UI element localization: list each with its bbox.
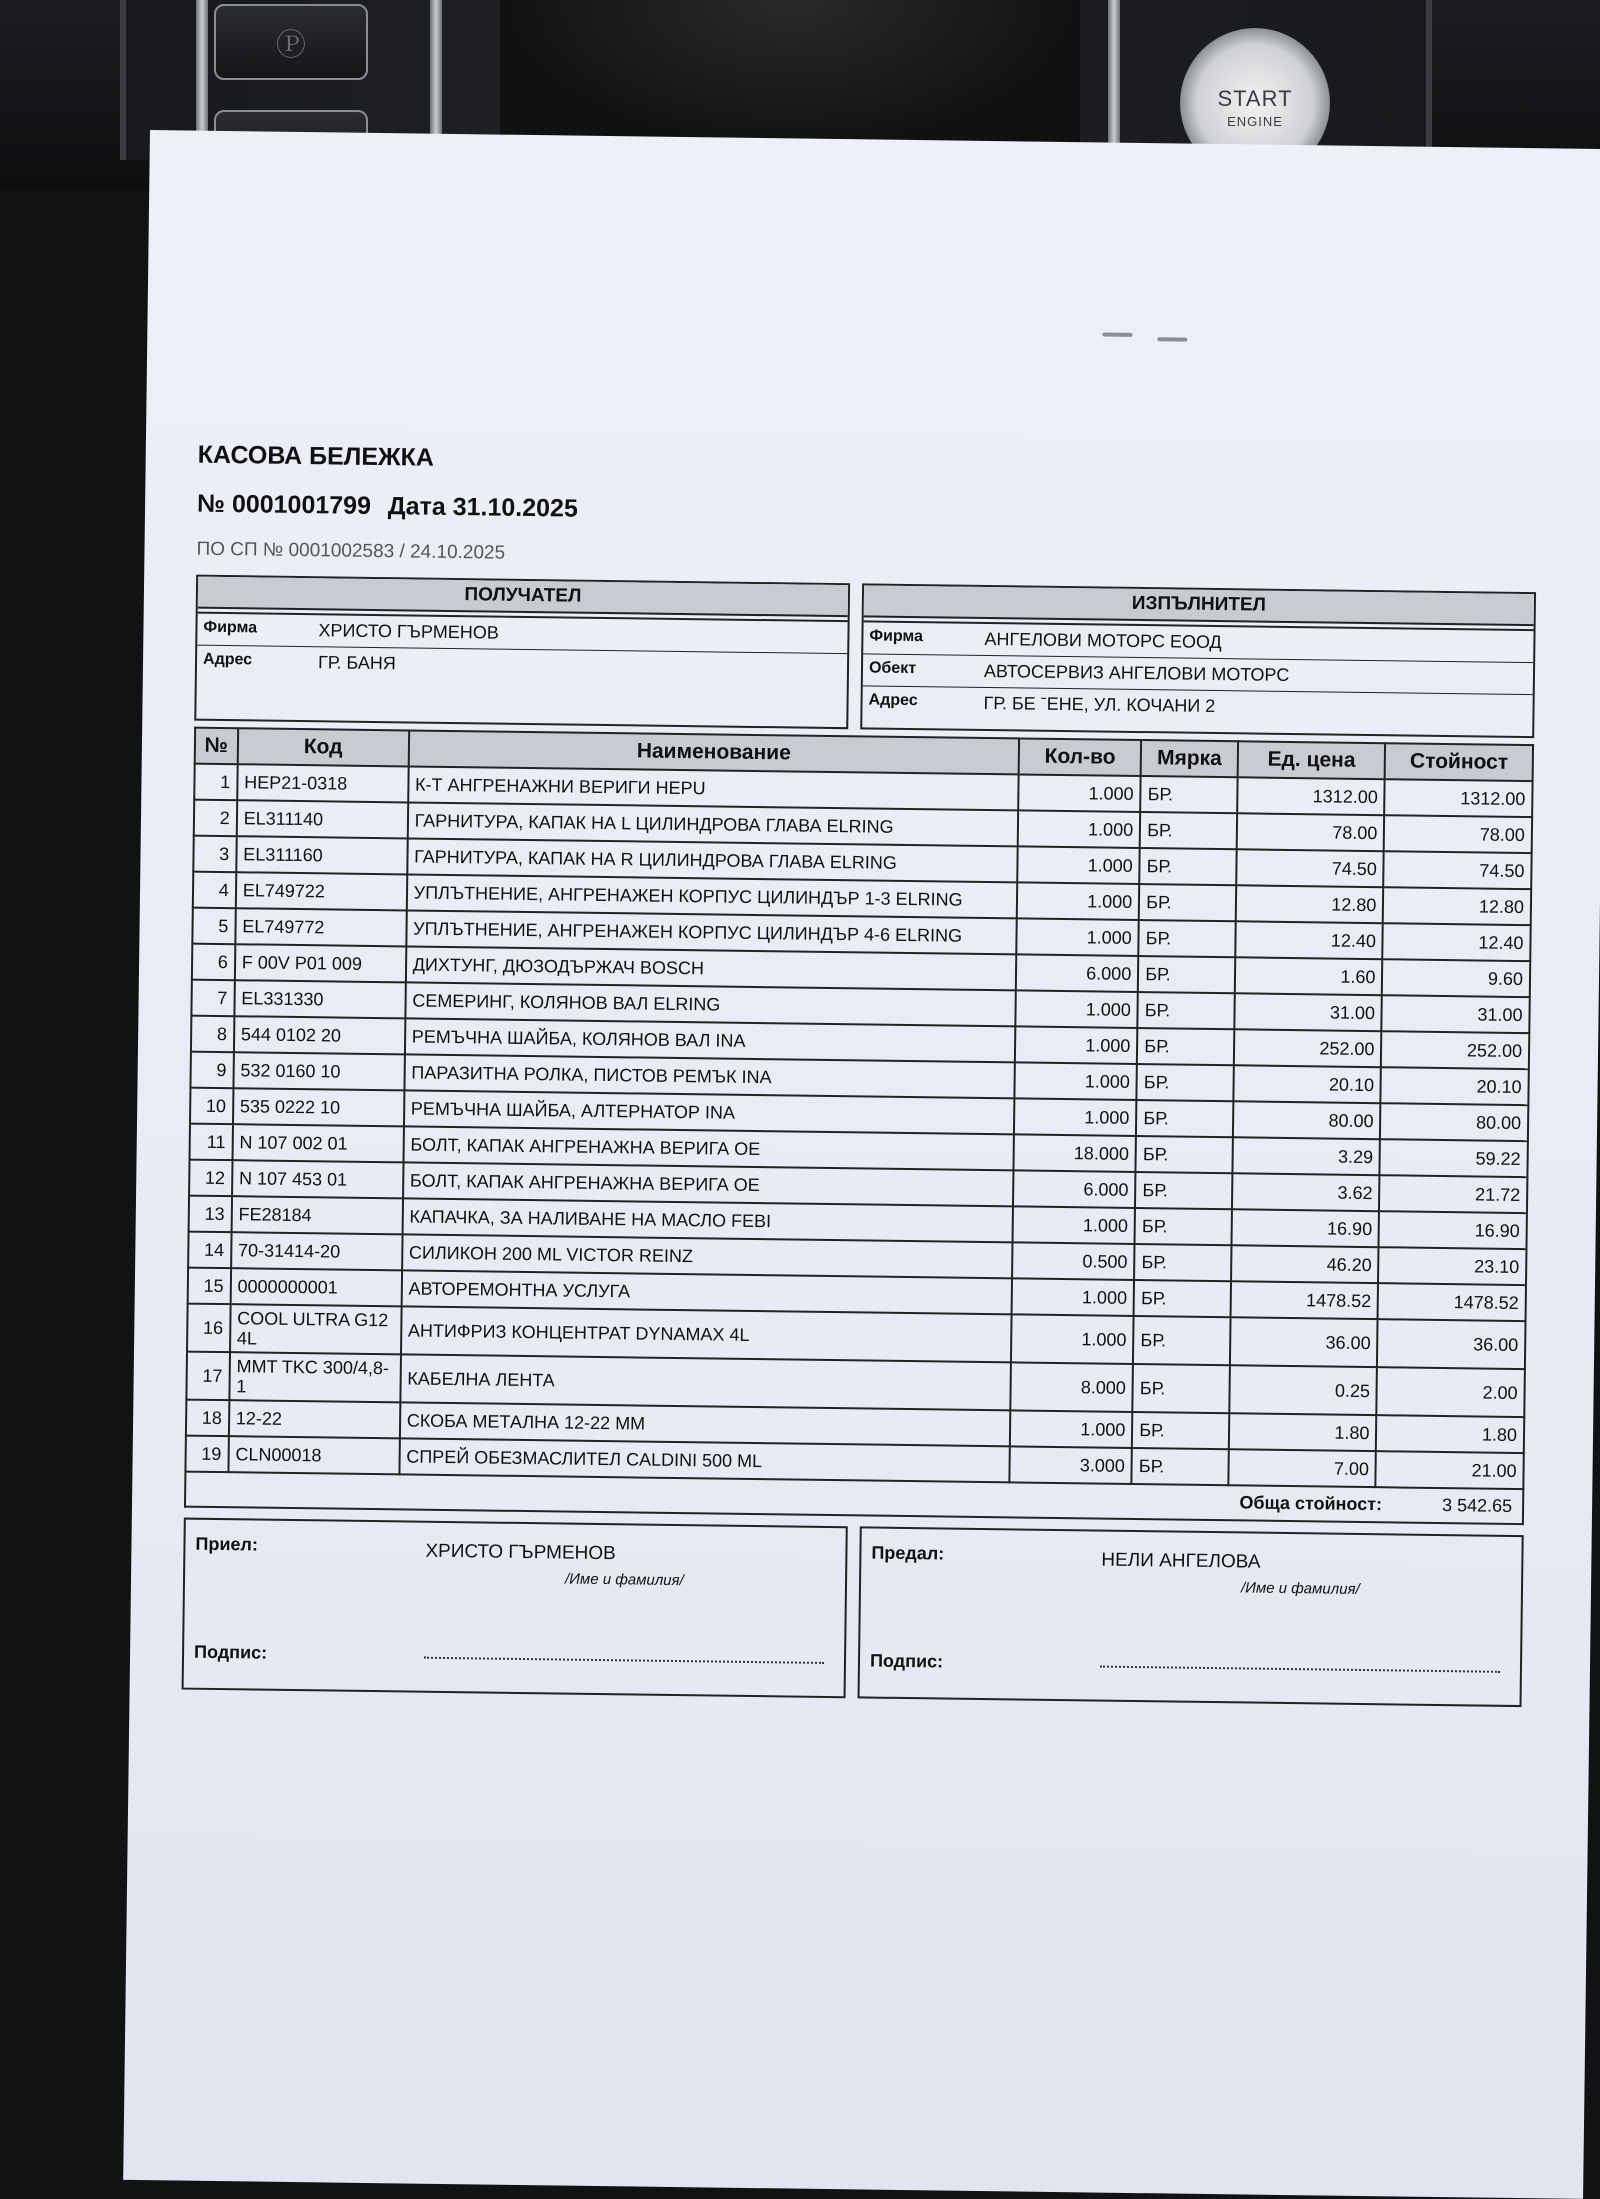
handed-signature-label: Подпис: <box>869 1650 944 1672</box>
item-qty: 1.000 <box>1013 1206 1136 1244</box>
item-price: 16.90 <box>1231 1209 1379 1247</box>
item-price: 7.00 <box>1228 1449 1376 1487</box>
recipient-box <box>194 575 850 730</box>
item-code: 544 0102 20 <box>234 1016 405 1054</box>
item-total: 12.80 <box>1383 887 1531 925</box>
item-no: 7 <box>191 980 234 1017</box>
contractor-address: ГР. БЕ ˉЕНЕ, УЛ. КОЧАНИ 2 <box>983 692 1216 716</box>
item-name: СЕМЕРИНГ, КОЛЯНОВ ВАЛ ELRING <box>405 982 1016 1026</box>
staple-mark <box>1102 332 1132 336</box>
item-total: 80.00 <box>1380 1103 1528 1141</box>
items-table <box>184 727 1534 1490</box>
item-price: 31.00 <box>1234 993 1382 1031</box>
handed-signature-line <box>1100 1662 1500 1673</box>
item-no: 10 <box>190 1088 233 1125</box>
item-qty: 6.000 <box>1016 954 1139 992</box>
items-body <box>185 764 1532 1489</box>
item-total: 21.72 <box>1379 1175 1527 1213</box>
recipient-address: ГР. БАНЯ <box>317 652 396 674</box>
item-name: ПАРАЗИТНА РОЛКА, ПИСТОВ РЕМЪК INA <box>404 1054 1015 1098</box>
staple-mark <box>1157 337 1187 341</box>
item-total: 1312.00 <box>1385 779 1533 817</box>
item-name: АНТИФРИЗ КОНЦЕНТРАТ DYNAMAX 4L <box>401 1306 1012 1362</box>
contractor-firm-label: Фирма <box>869 627 924 646</box>
item-total: 16.90 <box>1379 1211 1527 1249</box>
item-price: 12.40 <box>1235 921 1383 959</box>
item-unit: БР. <box>1133 1364 1230 1413</box>
item-price: 3.62 <box>1232 1173 1380 1211</box>
item-qty: 1.000 <box>1015 990 1138 1028</box>
recipient-header: ПОЛУЧАТЕЛ <box>198 577 848 618</box>
col-total-header: Стойност <box>1385 743 1533 781</box>
item-no: 9 <box>190 1052 233 1089</box>
recipient-firm: ХРИСТО ГЪРМЕНОВ <box>318 620 499 643</box>
receipt-number: № 0001001799 <box>196 489 372 520</box>
item-no: 3 <box>193 836 236 873</box>
item-code: N 107 453 01 <box>232 1160 403 1198</box>
item-code: N 107 002 01 <box>232 1124 403 1162</box>
item-unit: БР. <box>1140 776 1237 813</box>
item-price: 36.00 <box>1230 1317 1378 1367</box>
item-name: СКОБА МЕТАЛНА 12-22 ММ <box>400 1402 1011 1446</box>
contractor-address-label: Адрес <box>868 691 918 710</box>
item-code: MMT TKC 300/4,8-1 <box>229 1352 401 1402</box>
engine-label: ENGINE <box>1227 114 1283 129</box>
item-unit: БР. <box>1139 884 1236 921</box>
item-no: 8 <box>191 1016 234 1053</box>
item-unit: БР. <box>1139 848 1236 885</box>
item-name: АВТОРЕМОНТНА УСЛУГА <box>401 1270 1012 1314</box>
item-unit: БР. <box>1139 920 1236 957</box>
item-qty: 1.000 <box>1010 1410 1133 1448</box>
gear-lever-boot <box>500 0 1080 150</box>
item-qty: 1.000 <box>1011 1314 1134 1364</box>
receipt-number-line <box>197 490 1537 537</box>
item-code: HEP21-0318 <box>237 764 408 802</box>
item-total: 252.00 <box>1381 1031 1529 1069</box>
item-price: 20.10 <box>1233 1065 1381 1103</box>
item-unit: БР. <box>1135 1208 1232 1245</box>
item-price: 252.00 <box>1234 1029 1382 1067</box>
item-price: 12.80 <box>1236 885 1384 923</box>
contractor-firm: АНГЕЛОВИ МОТОРС ЕООД <box>984 628 1222 653</box>
item-no: 13 <box>189 1196 232 1233</box>
item-price: 80.00 <box>1233 1101 1381 1139</box>
item-no: 4 <box>193 872 236 909</box>
col-code-header: Код <box>237 728 408 766</box>
handed-name: НЕЛИ АНГЕЛОВА <box>1101 1549 1261 1573</box>
item-total: 9.60 <box>1382 959 1530 997</box>
item-code: CLN00018 <box>228 1436 399 1474</box>
item-qty: 3.000 <box>1010 1446 1133 1484</box>
item-name: УПЛЪТНЕНИЕ, АНГРЕНАЖЕН КОРПУС ЦИЛИНДЪР 4-6 ELRING <box>406 910 1017 954</box>
item-total: 78.00 <box>1384 815 1532 853</box>
item-code: EL749722 <box>236 872 407 910</box>
item-unit: БР. <box>1132 1412 1229 1449</box>
item-name: ГАРНИТУРА, КАПАК НА R ЦИЛИНДРОВА ГЛАВА ELRING <box>407 838 1018 882</box>
item-no: 5 <box>192 908 235 945</box>
handed-box <box>858 1526 1524 1707</box>
recipient-body <box>197 612 848 686</box>
col-no-header: № <box>195 728 238 765</box>
item-qty: 8.000 <box>1010 1362 1133 1412</box>
item-unit: БР. <box>1140 812 1237 849</box>
item-total: 2.00 <box>1377 1367 1525 1417</box>
item-total: 12.40 <box>1383 923 1531 961</box>
item-price: 46.20 <box>1231 1245 1379 1283</box>
item-name: ДИХТУНГ, ДЮЗОДЪРЖАЧ BOSCH <box>406 946 1017 990</box>
item-total: 1478.52 <box>1378 1283 1526 1321</box>
col-price-header: Ед. цена <box>1238 741 1386 779</box>
parking-brake-button <box>214 4 368 80</box>
item-no: 18 <box>186 1400 229 1437</box>
item-code: EL749772 <box>235 908 406 946</box>
item-unit: БР. <box>1138 956 1235 993</box>
parties <box>194 575 1536 739</box>
item-unit: БР. <box>1134 1244 1231 1281</box>
receipt-reference: ПО СП № 0001002583 / 24.10.2025 <box>196 538 506 564</box>
item-code: 535 0222 10 <box>233 1088 404 1126</box>
item-unit: БР. <box>1132 1448 1229 1485</box>
contractor-header: ИЗПЪЛНИТЕЛ <box>864 585 1534 626</box>
item-total: 59.22 <box>1380 1139 1528 1177</box>
item-no: 12 <box>189 1160 232 1197</box>
receipt-document <box>182 441 1538 1707</box>
item-no: 14 <box>188 1232 231 1269</box>
item-total: 23.10 <box>1378 1247 1526 1285</box>
item-total: 21.00 <box>1376 1451 1524 1489</box>
item-code: COOL ULTRA G12 4L <box>230 1304 402 1354</box>
item-qty: 1.000 <box>1017 882 1140 920</box>
item-qty: 18.000 <box>1014 1134 1137 1172</box>
item-qty: 1.000 <box>1016 918 1139 956</box>
received-signature-label: Подпис: <box>193 1641 268 1663</box>
item-no: 6 <box>192 944 235 981</box>
recipient-address-label: Адрес <box>202 650 253 669</box>
received-box <box>182 1518 848 1699</box>
total-value: 3 542.65 <box>1441 1495 1513 1516</box>
item-price: 74.50 <box>1236 849 1384 887</box>
item-total: 20.10 <box>1381 1067 1529 1105</box>
item-name: РЕМЪЧНА ШАЙБА, АЛТЕРНАТОР INA <box>404 1090 1015 1134</box>
col-name-header: Наименование <box>408 730 1019 774</box>
item-price: 3.29 <box>1232 1137 1380 1175</box>
item-code: EL331330 <box>234 980 405 1018</box>
item-code: 70-31414-20 <box>231 1232 402 1270</box>
item-price: 0.25 <box>1229 1365 1377 1415</box>
item-unit: БР. <box>1133 1316 1230 1365</box>
received-label: Приел: <box>195 1533 259 1555</box>
item-no: 2 <box>194 800 237 837</box>
item-code: 0000000001 <box>230 1268 401 1306</box>
item-no: 1 <box>194 764 237 801</box>
start-label: START <box>1217 86 1293 111</box>
signatures <box>182 1518 1524 1708</box>
item-qty: 1.000 <box>1012 1278 1135 1316</box>
receipt-paper <box>123 130 1600 2199</box>
item-name: БОЛТ, КАПАК АНГРЕНАЖНА ВЕРИГА ОЕ <box>403 1162 1014 1206</box>
item-qty: 1.000 <box>1015 1062 1138 1100</box>
item-unit: БР. <box>1136 1136 1233 1173</box>
parking-icon: Ⓟ <box>276 28 306 63</box>
col-unit-header: Мярка <box>1141 740 1238 777</box>
receipt-title: КАСОВА БЕЛЕЖКА <box>197 440 435 472</box>
item-code: EL311160 <box>236 836 407 874</box>
item-no: 11 <box>190 1124 233 1161</box>
item-name: БОЛТ, КАПАК АНГРЕНАЖНА ВЕРИГА ОЕ <box>403 1126 1014 1170</box>
item-code: EL311140 <box>236 800 407 838</box>
item-price: 78.00 <box>1237 813 1385 851</box>
col-qty-header: Кол-во <box>1019 738 1142 776</box>
item-price: 1312.00 <box>1237 777 1385 815</box>
item-no: 15 <box>188 1268 231 1305</box>
item-price: 1478.52 <box>1230 1281 1378 1319</box>
item-price: 1.80 <box>1229 1413 1377 1451</box>
total-label: Обща стойност: <box>1239 1492 1383 1515</box>
item-code: F 00V P01 009 <box>235 944 406 982</box>
item-name: СПРЕЙ ОБЕЗМАСЛИТЕЛ CALDINI 500 ML <box>399 1438 1010 1482</box>
console-rail-right <box>1108 0 1120 160</box>
item-qty: 1.000 <box>1018 774 1141 812</box>
item-name: ГАРНИТУРА, КАПАК НА L ЦИЛИНДРОВА ГЛАВА ELRING <box>407 802 1018 846</box>
received-signature-line <box>424 1653 824 1664</box>
contractor-box <box>860 583 1536 738</box>
receipt-date: Дата 31.10.2025 <box>387 492 579 523</box>
item-no: 16 <box>187 1304 230 1353</box>
item-unit: БР. <box>1136 1100 1233 1137</box>
item-qty: 6.000 <box>1013 1170 1136 1208</box>
item-total: 31.00 <box>1382 995 1530 1033</box>
item-unit: БР. <box>1137 1064 1234 1101</box>
item-name: УПЛЪТНЕНИЕ, АНГРЕНАЖЕН КОРПУС ЦИЛИНДЪР 1-3 ELRING <box>406 874 1017 918</box>
item-qty: 1.000 <box>1015 1026 1138 1064</box>
item-code: 12-22 <box>229 1400 400 1438</box>
item-qty: 1.000 <box>1018 810 1141 848</box>
item-total: 36.00 <box>1377 1319 1525 1369</box>
item-qty: 0.500 <box>1012 1242 1135 1280</box>
item-no: 17 <box>186 1352 229 1401</box>
item-code: FE28184 <box>231 1196 402 1234</box>
received-name: ХРИСТО ГЪРМЕНОВ <box>425 1540 616 1565</box>
item-name: КАБЕЛНА ЛЕНТА <box>400 1354 1011 1410</box>
item-name: РЕМЪЧНА ШАЙБА, КОЛЯНОВ ВАЛ INA <box>405 1018 1016 1062</box>
item-qty: 1.000 <box>1017 846 1140 884</box>
handed-name-hint: /Име и фамилия/ <box>1240 1579 1360 1598</box>
received-name-hint: /Име и фамилия/ <box>564 1570 684 1590</box>
recipient-firm-label: Фирма <box>203 618 258 637</box>
item-price: 1.60 <box>1235 957 1383 995</box>
item-no: 19 <box>185 1436 228 1473</box>
item-name: К-Т АНГРЕНАЖНИ ВЕРИГИ HEPU <box>408 766 1019 810</box>
item-name: СИЛИКОН 200 ML VICTOR REINZ <box>402 1234 1013 1278</box>
item-unit: БР. <box>1137 1028 1234 1065</box>
handed-label: Предал: <box>871 1542 945 1564</box>
item-unit: БР. <box>1135 1172 1232 1209</box>
item-name: КАПАЧКА, ЗА НАЛИВАНЕ НА МАСЛО FEBI <box>402 1198 1013 1242</box>
item-total: 74.50 <box>1384 851 1532 889</box>
item-code: 532 0160 10 <box>233 1052 404 1090</box>
item-total: 1.80 <box>1376 1415 1524 1453</box>
item-qty: 1.000 <box>1014 1098 1137 1136</box>
contractor-site: АВТОСЕРВИЗ АНГЕЛОВИ МОТОРС <box>983 660 1290 685</box>
contractor-body <box>862 620 1533 726</box>
contractor-site-label: Обект <box>868 659 917 678</box>
item-unit: БР. <box>1138 992 1235 1029</box>
item-unit: БР. <box>1134 1280 1231 1317</box>
